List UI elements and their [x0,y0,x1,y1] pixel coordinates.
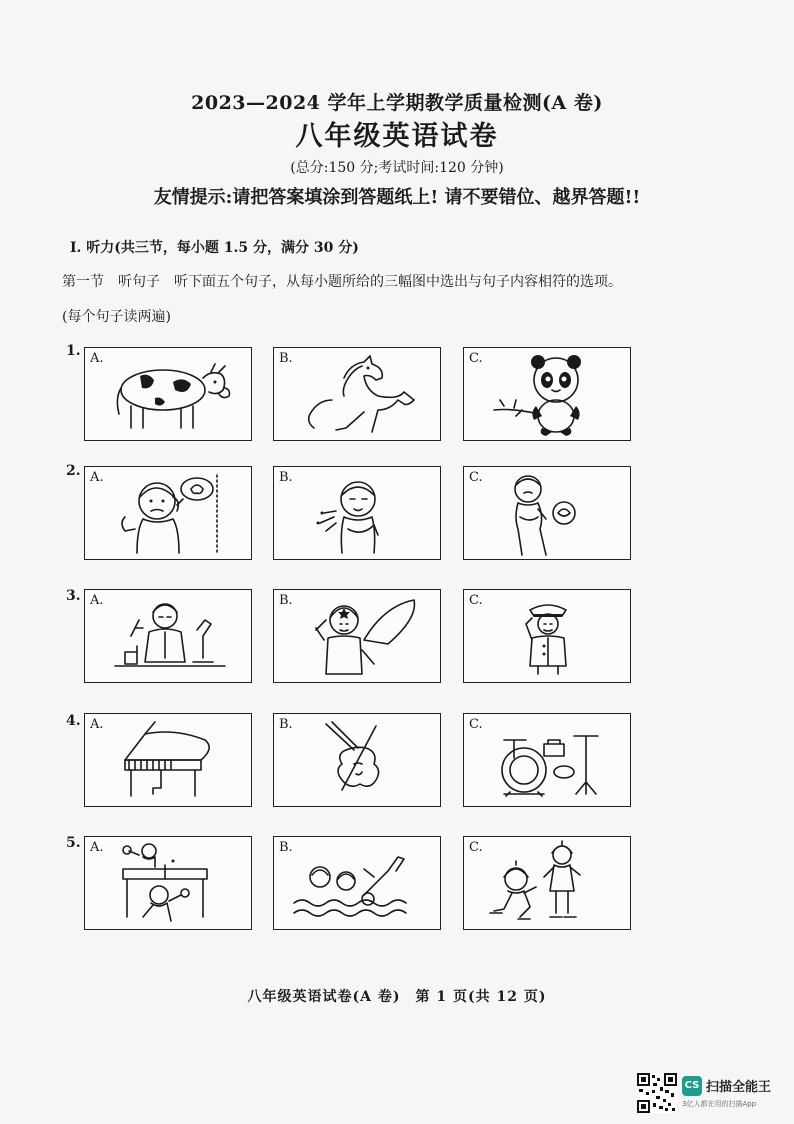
option-box[interactable] [84,836,252,930]
option-box[interactable] [84,589,252,683]
question-number: 4. [66,713,81,729]
section-heading: I. 听力(共三节，每小题 1.5 分，满分 30 分) [70,240,359,256]
option-label: A. [90,717,104,732]
question-number: 3. [66,588,81,604]
coughing-boy-icon [274,467,442,561]
page-title: 八年级英语试卷 [295,121,499,152]
drums-icon [464,714,632,808]
option-label: B. [279,470,293,485]
panda-icon [464,348,632,442]
option-label: C. [469,470,483,485]
page-footer: 八年级英语试卷(A 卷) 第 1 页(共 12 页) [247,989,547,1005]
scanner-app-slogan: 3亿人都在用的扫描App [682,1100,757,1108]
camscanner-logo-icon: CS [682,1076,702,1096]
toothache-boy-icon [85,467,253,561]
option-box[interactable] [273,347,441,441]
question-number: 1. [66,343,81,359]
option-label: C. [469,593,483,608]
qr-code-icon [637,1073,677,1113]
option-box[interactable] [463,347,631,441]
question-number: 5. [66,835,81,851]
option-box[interactable] [463,589,631,683]
question-number: 2. [66,463,81,479]
option-label: C. [469,840,483,855]
option-box[interactable] [463,466,631,560]
option-box[interactable] [273,713,441,807]
option-label: A. [90,593,104,608]
option-label: B. [279,593,293,608]
part-note: (每个句子读两遍) [62,309,171,325]
ping-pong-icon [85,837,253,931]
friendly-tip: 友情提示:请把答案填涂到答题纸上! 请不要错位、越界答题!! [153,187,641,208]
option-label: C. [469,717,483,732]
option-label: C. [469,351,483,366]
option-label: B. [279,840,293,855]
swimming-icon [274,837,442,931]
option-box[interactable] [273,589,441,683]
piano-icon [85,714,253,808]
exam-name: 2023—2024 学年上学期教学质量检测(A 卷) [191,92,603,114]
option-box[interactable] [84,347,252,441]
scanner-app-name: 扫描全能王 [706,1080,772,1095]
option-box[interactable] [463,836,631,930]
exam-info: (总分:150 分;考试时间:120 分钟) [290,160,504,176]
option-box[interactable] [84,466,252,560]
option-box[interactable] [273,836,441,930]
option-box[interactable] [463,713,631,807]
option-label: B. [279,717,293,732]
option-box[interactable] [273,466,441,560]
part-instruction: 第一节 听句子 听下面五个句子，从每小题所给的三幅图中选出与句子内容相符的选项。 [62,274,622,290]
police-officer-icon [464,590,632,684]
stomachache-boy-icon [464,467,632,561]
option-label: A. [90,470,104,485]
horse-icon [274,348,442,442]
pilot-icon [274,590,442,684]
option-label: B. [279,351,293,366]
violin-icon [274,714,442,808]
cow-icon [85,348,253,442]
option-box[interactable] [84,713,252,807]
option-label: A. [90,351,104,366]
option-label: A. [90,840,104,855]
scientist-icon [85,590,253,684]
skating-icon [464,837,632,931]
